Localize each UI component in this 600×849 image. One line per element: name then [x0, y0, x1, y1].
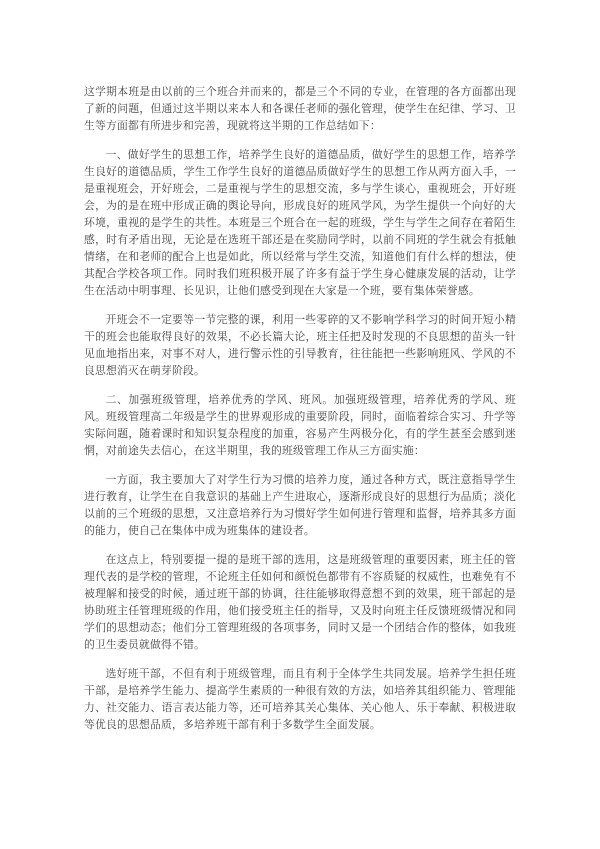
paragraph-cadre-benefits: 选好班干部，不但有利于班级管理，而且有利于全体学生共同发展。培养学生担任班干部，是培养学生能力、提高学生素质的一种很有效的方法，如培养其组织能力、管理能力、社交能力、语言表达能力等，还可培养其关心集体、关心他人、乐于奉献、积极进取等优良的思想品质，多培养班干部有利于多数学生全面发展。	[84, 667, 516, 731]
paragraph-aspect-one: 一方面，我主要加大了对学生行为习惯的培养力度，通过各种方式，既注意指导学生进行教育，让学生在自我意识的基础上产生进取心，逐渐形成良好的思想行为品质；淡化以前的三个班级的思想，又注意培养行为习惯好学生如何进行管理和监督，培养其多方面的能力，使自己在集体中成为班集体的建设者。	[84, 473, 516, 537]
paragraph-cadre-selection: 在这点上，特别要提一提的是班干部的选用，这是班级管理的重要因素，班主任的管理代表的是学校的管理，不论班主任如何和颜悦色都带有不容质疑的权威性，也难免有不被理解和接受的时候，通过班干部的协调，往往能够取得意想不到的效果，班干部起的是协助班主任管理班级的作用，他们接受班主任的指导，又及时向班主任反馈班级情况和同学们的思想动态；他们分工管理班级的各项事务，同时又是一个团结合作的整体，如我班的卫生委员就做得不错。	[84, 553, 516, 651]
paragraph-section1-opening: 一、做好学生的思想工作，培养学生良好的道德品质，做好学生的思想工作，培养学生良好的道德品质，学生工作学生良好的道德品质做好学生的思想工作从两方面入手，一是重视班会，开好班会，二是重视与学生的思想交流，多与学生谈心，重视班会，开好班会，为的是在班中形成正确的舆论导向，形成良好的班风学风，为学生提供一个向好的大环境，重视的是学生的共性。本班是三个班合在一起的班级，学生与学生之间存在着陌生感，时有矛盾出现，无论是在选班干部还是在奖励同学时，以前不同班的学生就会有抵触情绪，在和老师的配合上也是如此，所以经常与学生交流，知道他们有什么样的想法，使其配合学校各项工作。同时我们班积极开展了许多有益于学生身心健康发展的活动，让学生在活动中明事理、长见识，让他们感受到现在大家是一个班，要有集体荣誉感。	[84, 148, 516, 297]
paragraph-class-meeting: 开班会不一定要等一节完整的课，利用一些零碎的又不影响学科学习的时间开短小精干的班会也能取得良好的效果，不必长篇大论，班主任把及时发现的不良思想的苗头一针见血地指出来，对事不对人，进行警示性的引导教育，往往能把一些影响班风、学风的不良思想消灭在萌芽阶段。	[84, 313, 516, 377]
paragraph-section2-opening: 二、加强班级管理，培养优秀的学风、班风。加强班级管理，培养优秀的学风、班风。班级管理高二年级是学生的世界观形成的重要阶段，同时，面临着综合实习、升学等实际问题，随着课时和知识复杂程度的加重，容易产生两极分化，有的学生甚至会感到迷惘，对前途失去信心，在这半期里，我的班级管理工作从三方面实施：	[84, 393, 516, 457]
document-body	[84, 83, 516, 745]
paragraph-intro: 这学期本班是由以前的三个班合并而来的，都是三个不同的专业，在管理的各方面都出现了新的问题，但通过这半期以来本人和各课任老师的强化管理，使学生在纪律、学习、卫生等方面都有所进步和完善，现就将这半期的工作总结如下：	[84, 85, 516, 132]
